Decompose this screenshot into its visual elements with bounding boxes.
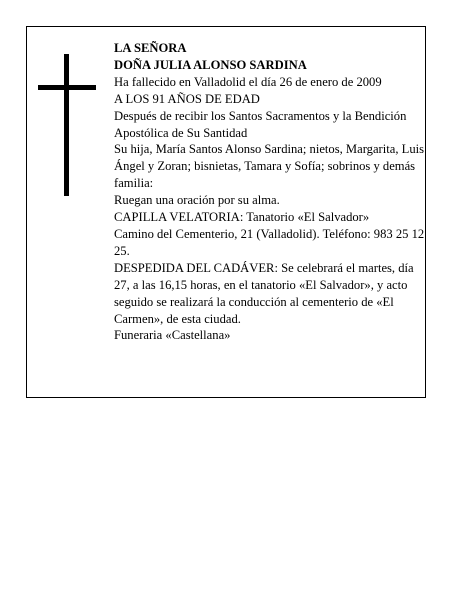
- cross-icon-bar: [38, 85, 96, 90]
- funeral-home: Funeraria «Castellana»: [114, 328, 231, 343]
- cross-icon: [64, 54, 69, 196]
- obituary-text: [114, 40, 426, 344]
- death-info: Ha fallecido en Valladolid el día 26 de enero de 2009: [114, 74, 382, 89]
- farewell-line: DESPEDIDA DEL CADÁVER: Se celebrará el martes, día 27, a las 16,15 horas, en el tanatorio «El Salvador», y acto seguido se realizará la conducción al cementerio de «El Carmen», de esta ciudad.: [114, 260, 414, 326]
- prayer-line: Ruegan una oración por su alma.: [114, 193, 280, 208]
- deceased-name: DOÑA JULIA ALONSO SARDINA: [114, 57, 307, 72]
- family-line: Su hija, María Santos Alonso Sardina; nietos, Margarita, Luis Ángel y Zoran; bisnietas, Tamara y Sofía; sobrinos y demás familia:: [114, 142, 425, 191]
- chapel-title: CAPILLA VELATORIA: Tanatorio «El Salvador»: [114, 210, 370, 225]
- sacraments-line: Después de recibir los Santos Sacramentos y la Bendición Apostólica de Su Santidad: [114, 108, 407, 140]
- obituary-notice: [26, 26, 426, 398]
- chapel-address: Camino del Cementerio, 21 (Valladolid). Teléfono: 983 25 12 25.: [114, 226, 425, 258]
- age-line: A LOS 91 AÑOS DE EDAD: [114, 91, 260, 106]
- heading-title: LA SEÑORA: [114, 41, 187, 55]
